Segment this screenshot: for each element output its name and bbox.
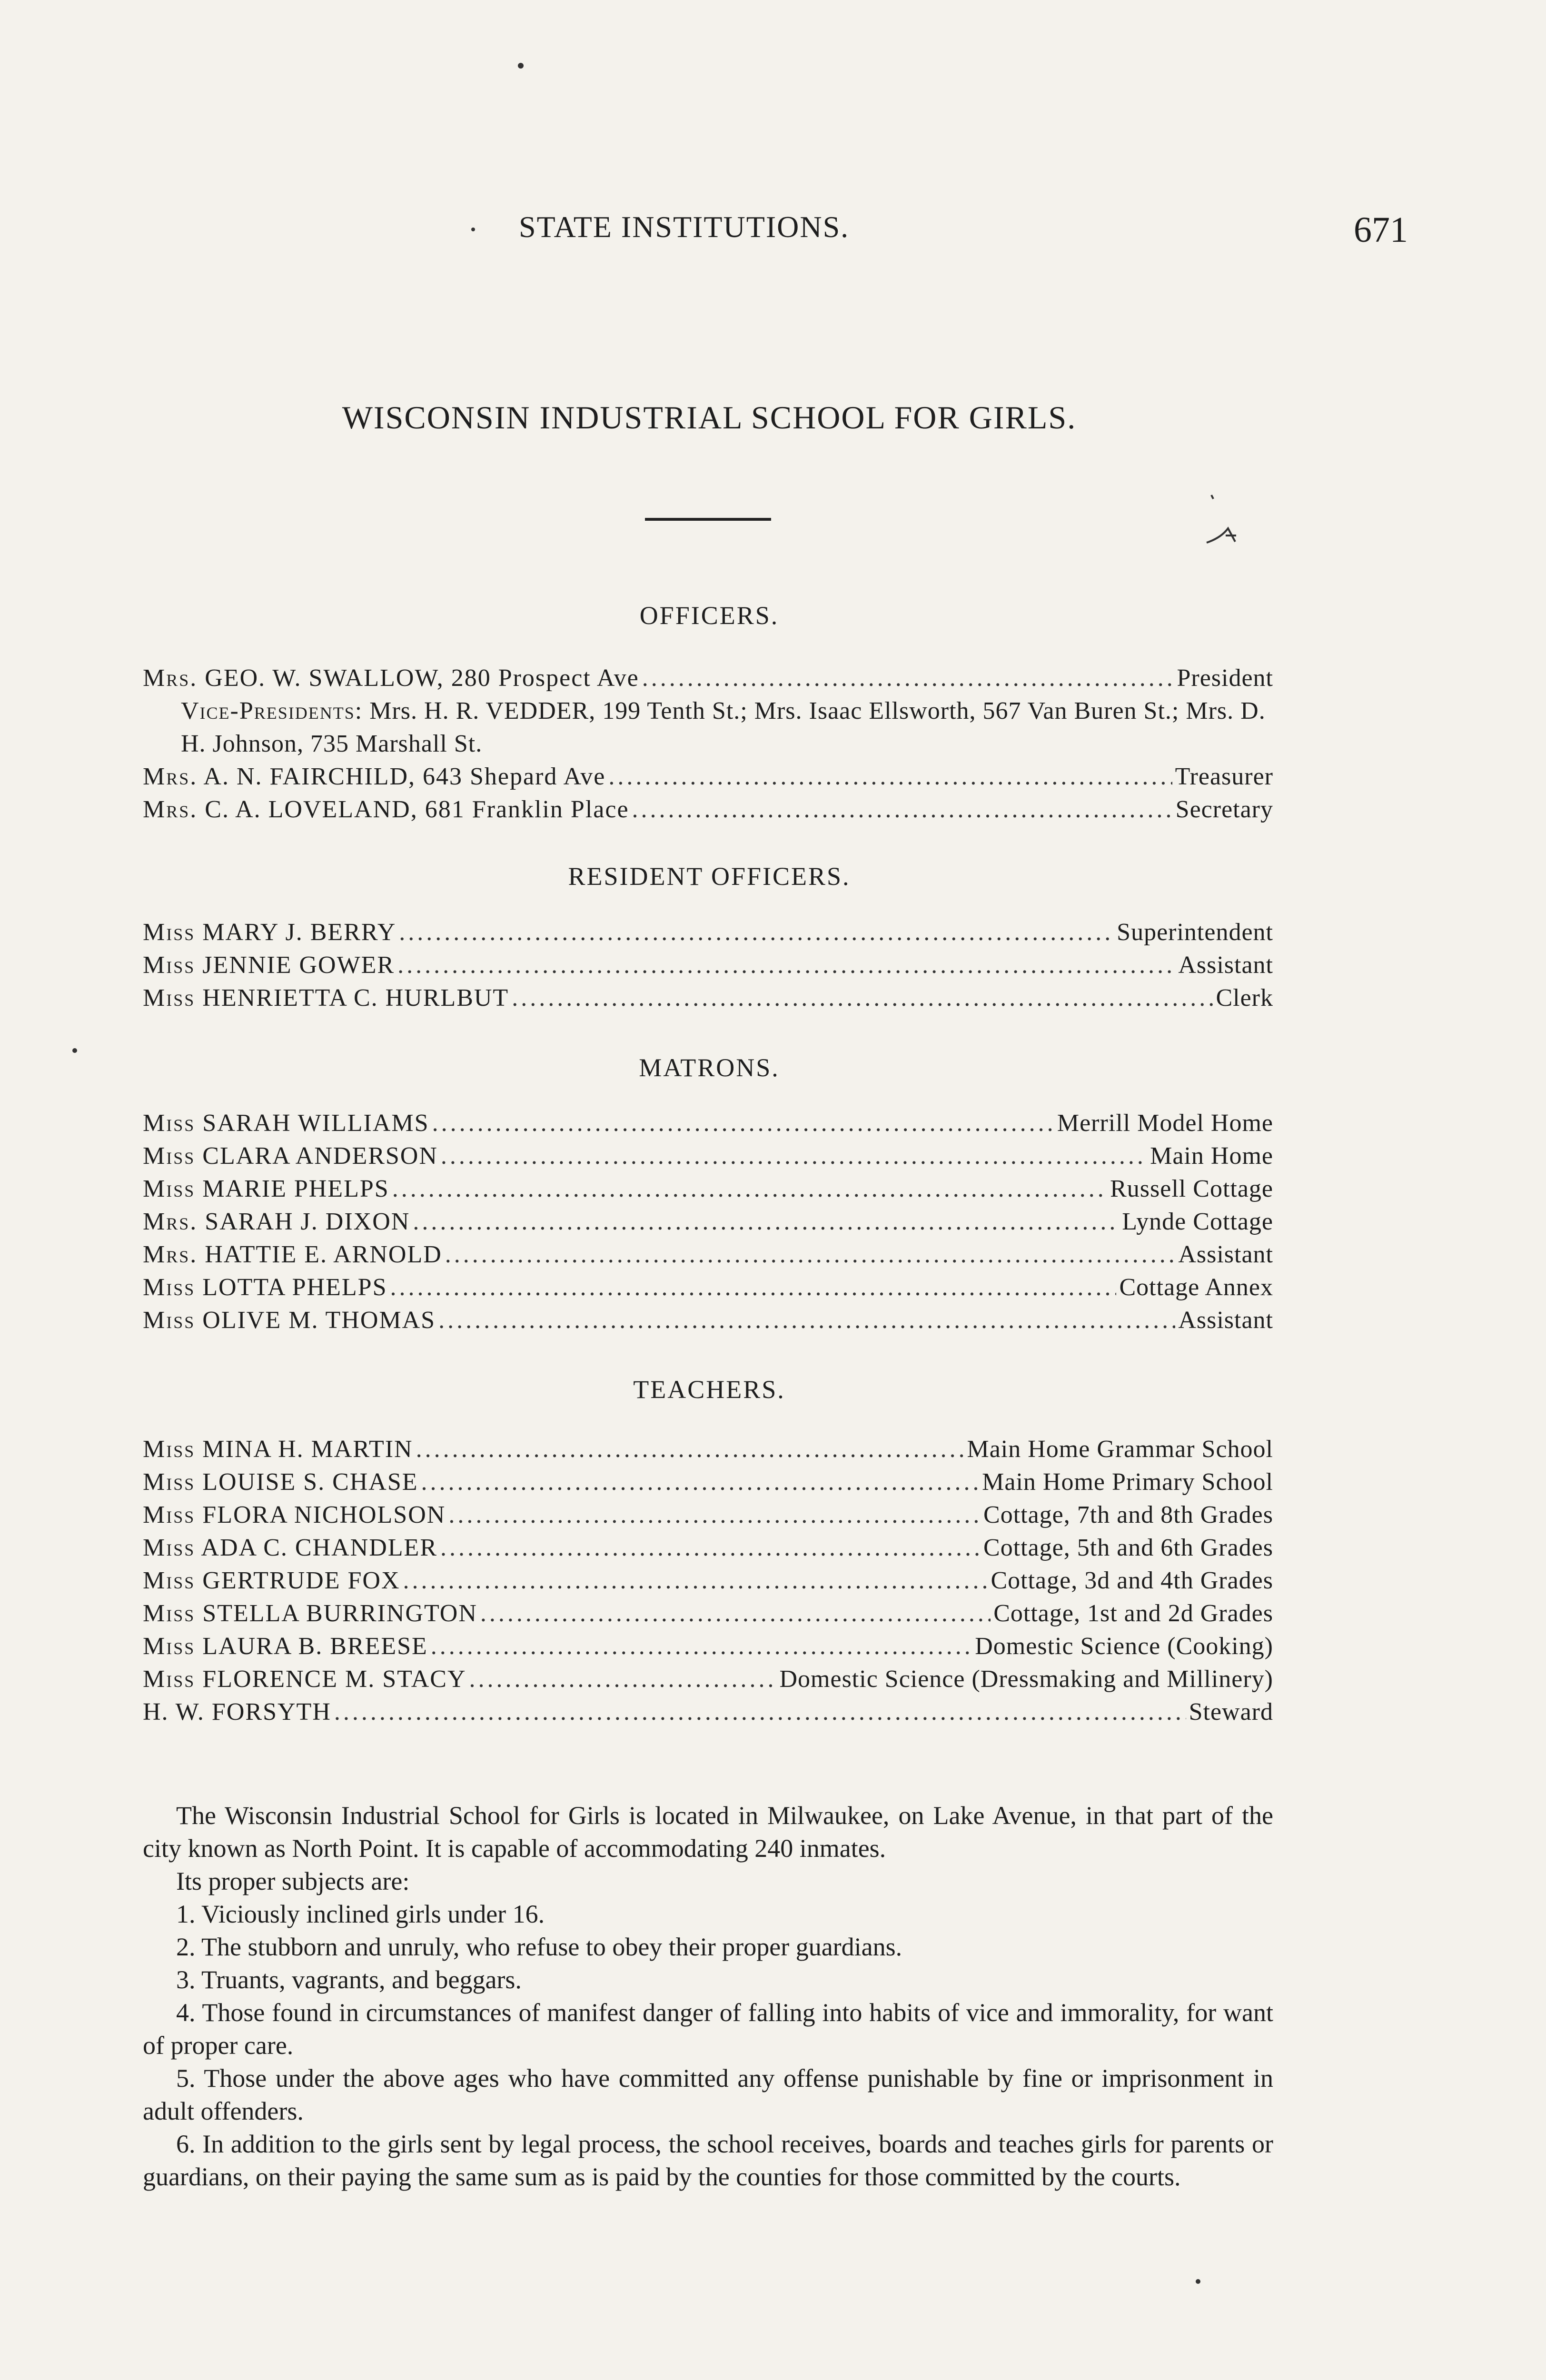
- dot-leader: [438, 1304, 1175, 1337]
- teacher-row: [143, 1663, 1273, 1696]
- teacher-role: Cottage, 1st and 2d Grades: [993, 1600, 1273, 1627]
- officer-name: HENRIETTA C. HURLBUT: [202, 984, 509, 1012]
- vice-presidents-text: Mrs. H. R. VEDDER, 199 Tenth St.; Mrs. Isaac Ellsworth, 567 Van Buren St.; Mrs. D. H. Johnson, 735 Marshall St.: [181, 697, 1266, 757]
- teacher-name: FLORA NICHOLSON: [202, 1501, 446, 1528]
- list-item: 5. Those under the above ages who have committed any offense punishable by fine or imprisonment in adult offenders.: [143, 2064, 1273, 2125]
- name-prefix: Miss: [143, 919, 196, 946]
- matron-name: LOTTA PHELPS: [202, 1274, 387, 1301]
- scan-speck: [518, 63, 524, 69]
- officer-name: C. A. LOVELAND, 681 Franklin Place: [205, 796, 629, 823]
- teacher-row: [143, 1531, 1273, 1564]
- officer-role: President: [1177, 664, 1273, 692]
- officer-row: [143, 662, 1273, 694]
- scan-mark: [1202, 490, 1245, 547]
- teacher-row: [143, 1498, 1273, 1531]
- list-item: 3. Truants, vagrants, and beggars.: [176, 1965, 522, 1994]
- running-head: STATE INSTITUTIONS.: [519, 210, 850, 244]
- name-prefix: Miss: [143, 1633, 196, 1660]
- teacher-name: H. W. FORSYTH: [143, 1698, 331, 1726]
- dot-leader: [392, 1172, 1107, 1205]
- dot-leader: [632, 793, 1173, 826]
- teacher-row: [143, 1597, 1273, 1630]
- teacher-row: [143, 1433, 1273, 1466]
- matron-name: OLIVE M. THOMAS: [202, 1307, 436, 1334]
- matron-role: Assistant: [1178, 1241, 1273, 1268]
- teacher-name: ADA C. CHANDLER: [201, 1534, 437, 1561]
- dot-leader: [608, 760, 1172, 793]
- teachers-list: [143, 1433, 1273, 1728]
- teacher-row: [143, 1696, 1273, 1728]
- dot-leader: [413, 1205, 1119, 1238]
- page-number: 671: [1354, 210, 1408, 250]
- teacher-row: [143, 1630, 1273, 1663]
- teacher-row: [143, 1466, 1273, 1498]
- dot-leader: [432, 1107, 1054, 1140]
- list-item: 2. The stubborn and unruly, who refuse to obey their proper guardians.: [176, 1933, 902, 1961]
- officer-role: Assistant: [1178, 952, 1273, 979]
- teacher-name: LOUISE S. CHASE: [202, 1468, 418, 1496]
- name-prefix: Mrs.: [143, 796, 198, 823]
- resident-officer-row: [143, 982, 1273, 1014]
- name-prefix: Miss: [143, 1274, 196, 1301]
- name-prefix: Mrs.: [143, 763, 198, 790]
- resident-officers-list: [143, 916, 1273, 1014]
- matron-name: SARAH WILLIAMS: [202, 1110, 429, 1137]
- vice-presidents: [143, 694, 1273, 760]
- name-prefix: Miss: [143, 1666, 196, 1693]
- teacher-role: Domestic Science (Dressmaking and Millinery): [779, 1666, 1273, 1693]
- matron-role: Main Home: [1150, 1142, 1273, 1170]
- matron-role: Merrill Model Home: [1057, 1110, 1273, 1137]
- dot-leader: [397, 949, 1175, 982]
- scan-speck: [471, 228, 475, 231]
- list-item: 1. Viciously inclined girls under 16.: [176, 1900, 545, 1928]
- matron-row: [143, 1107, 1273, 1140]
- scan-speck: [72, 1048, 77, 1053]
- matron-name: SARAH J. DIXON: [205, 1208, 410, 1235]
- teacher-role: Steward: [1189, 1698, 1273, 1726]
- dot-leader: [421, 1466, 980, 1498]
- teacher-role: Domestic Science (Cooking): [975, 1633, 1273, 1660]
- officer-name: A. N. FAIRCHILD, 643 Shepard Ave: [203, 763, 606, 790]
- teacher-role: Main Home Grammar School: [967, 1436, 1273, 1463]
- body-text: [143, 1799, 1273, 2193]
- teacher-name: FLORENCE M. STACY: [202, 1666, 466, 1693]
- dot-leader: [390, 1271, 1116, 1304]
- dot-leader: [441, 1140, 1147, 1172]
- matron-row: [143, 1271, 1273, 1304]
- matron-role: Cottage Annex: [1119, 1274, 1273, 1301]
- matron-row: [143, 1238, 1273, 1271]
- name-prefix: Miss: [143, 1501, 196, 1528]
- dot-leader: [480, 1597, 991, 1630]
- teacher-name: GERTRUDE FOX: [202, 1567, 400, 1594]
- document-title: WISCONSIN INDUSTRIAL SCHOOL FOR GIRLS.: [342, 399, 1077, 436]
- name-prefix: Miss: [143, 1436, 196, 1463]
- dot-leader: [642, 662, 1174, 694]
- matron-row: [143, 1172, 1273, 1205]
- title-rule: [645, 518, 771, 521]
- matron-name: HATTIE E. ARNOLD: [205, 1241, 442, 1268]
- name-prefix: Mrs.: [143, 1208, 198, 1235]
- matron-role: Lynde Cottage: [1122, 1208, 1273, 1235]
- name-prefix: Miss: [143, 1468, 196, 1496]
- officers-list: [143, 662, 1273, 826]
- officer-name: MARY J. BERRY: [202, 919, 396, 946]
- matron-role: Assistant: [1178, 1307, 1273, 1334]
- officer-name: GEO. W. SWALLOW, 280 Prospect Ave: [205, 664, 639, 692]
- resident-officer-row: [143, 949, 1273, 982]
- name-prefix: Miss: [143, 1307, 196, 1334]
- teacher-role: Main Home Primary School: [982, 1468, 1273, 1496]
- dot-leader: [445, 1238, 1176, 1271]
- name-prefix: Miss: [143, 1567, 196, 1594]
- matron-name: CLARA ANDERSON: [202, 1142, 438, 1170]
- dot-leader: [416, 1433, 964, 1466]
- officer-row: [143, 760, 1273, 793]
- teachers-heading: TEACHERS.: [633, 1375, 785, 1404]
- scan-speck: [1196, 2279, 1200, 2284]
- teacher-name: LAURA B. BREESE: [202, 1633, 428, 1660]
- matrons-list: [143, 1107, 1273, 1337]
- teacher-role: Cottage, 7th and 8th Grades: [983, 1501, 1273, 1528]
- officers-heading: OFFICERS.: [639, 601, 779, 630]
- officer-row: [143, 793, 1273, 826]
- intro-paragraph: The Wisconsin Industrial School for Girls is located in Milwaukee, on Lake Avenue, in that part of the city known as North Point. It is capable of accommodating 240 inmates.: [143, 1801, 1273, 1863]
- resident-officer-row: [143, 916, 1273, 949]
- matron-row: [143, 1140, 1273, 1172]
- list-item: 4. Those found in circumstances of manifest danger of falling into habits of vice and immorality, for want of proper care.: [143, 1998, 1273, 2060]
- teacher-row: [143, 1564, 1273, 1597]
- dot-leader: [431, 1630, 972, 1663]
- officer-role: Clerk: [1216, 984, 1273, 1012]
- name-prefix: Miss: [143, 1534, 196, 1561]
- officer-role: Superintendent: [1117, 919, 1273, 946]
- name-prefix: Mrs.: [143, 664, 198, 692]
- dot-leader: [440, 1531, 981, 1564]
- dot-leader: [512, 982, 1213, 1014]
- page-header: [143, 209, 1408, 262]
- name-prefix: Miss: [143, 1600, 196, 1627]
- vice-presidents-label: Vice-Presidents:: [181, 697, 363, 724]
- teacher-role: Cottage, 5th and 6th Grades: [983, 1534, 1273, 1561]
- teacher-role: Cottage, 3d and 4th Grades: [991, 1567, 1273, 1594]
- officer-name: JENNIE GOWER: [202, 952, 395, 979]
- name-prefix: Miss: [143, 1142, 196, 1170]
- dot-leader: [403, 1564, 988, 1597]
- dot-leader: [448, 1498, 981, 1531]
- dot-leader: [469, 1663, 777, 1696]
- matrons-heading: MATRONS.: [639, 1053, 780, 1082]
- matron-role: Russell Cottage: [1110, 1175, 1273, 1202]
- dot-leader: [334, 1696, 1186, 1728]
- teacher-name: MINA H. MARTIN: [202, 1436, 413, 1463]
- dot-leader: [399, 916, 1114, 949]
- officer-role: Secretary: [1175, 796, 1273, 823]
- resident-officers-heading: RESIDENT OFFICERS.: [568, 862, 851, 891]
- name-prefix: Miss: [143, 1110, 196, 1137]
- name-prefix: Miss: [143, 984, 196, 1012]
- name-prefix: Miss: [143, 1175, 196, 1202]
- subjects-lead: Its proper subjects are:: [176, 1867, 410, 1895]
- name-prefix: Mrs.: [143, 1241, 198, 1268]
- name-prefix: Miss: [143, 952, 196, 979]
- matron-row: [143, 1304, 1273, 1337]
- list-item: 6. In addition to the girls sent by legal process, the school receives, boards and teaches girls for parents or guardians, on their paying the same sum as is paid by the counties for those committed by the courts.: [143, 2130, 1273, 2191]
- matron-name: MARIE PHELPS: [202, 1175, 389, 1202]
- officer-role: Treasurer: [1175, 763, 1273, 790]
- matron-row: [143, 1205, 1273, 1238]
- teacher-name: STELLA BURRINGTON: [202, 1600, 477, 1627]
